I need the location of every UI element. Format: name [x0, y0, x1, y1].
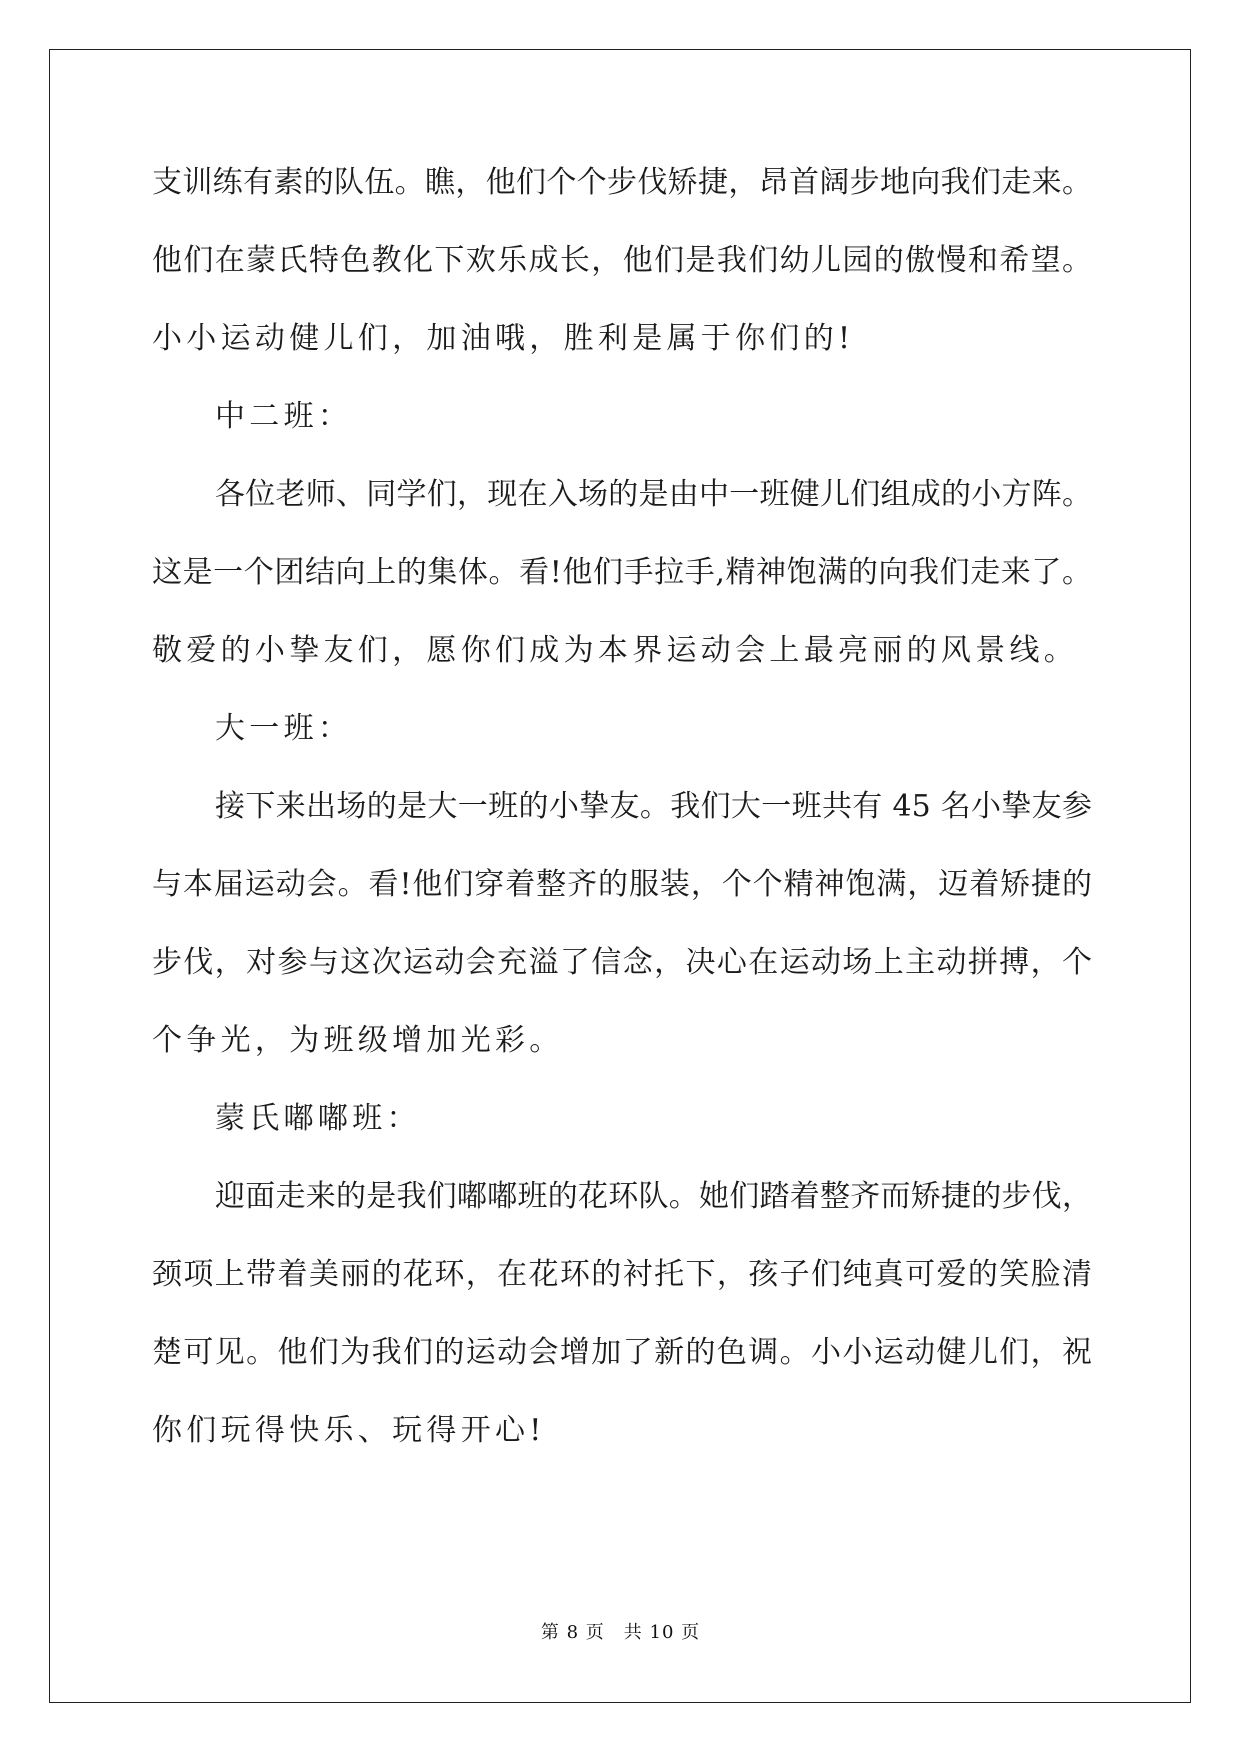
- text-line: 敬爱的小挚友们，愿你们成为本界运动会上最亮丽的风景线。: [152, 633, 1079, 668]
- text-line: 各位老师、同学们，现在入场的是由中一班健儿们组成的小方阵。: [215, 477, 1092, 512]
- text-line: 小小运动健儿们，加油哦，胜利是属于你们的!: [152, 321, 855, 356]
- page-number: 第 8 页 共 10 页: [540, 1622, 701, 1643]
- text-line: 个争光，为班级增加光彩。: [152, 1023, 564, 1058]
- text-line: 这是一个团结向上的集体。看!他们手拉手,精神饱满的向我们走来了。: [152, 555, 1092, 590]
- text-line: 颈项上带着美丽的花环，在花环的衬托下，孩子们纯真可爱的笑脸清: [152, 1257, 1092, 1292]
- text-line: 与本届运动会。看!他们穿着整齐的服装，个个精神饱满，迈着矫捷的: [152, 867, 1092, 902]
- text-line: 迎面走来的是我们嘟嘟班的花环队。她们踏着整齐而矫捷的步伐，: [215, 1179, 1092, 1214]
- document-body: [152, 163, 1092, 1489]
- text-line: 他们在蒙氏特色教化下欢乐成长，他们是我们幼儿园的傲慢和希望。: [152, 243, 1092, 278]
- text-line: 你们玩得快乐、玩得开心!: [152, 1413, 546, 1448]
- text-line: 接下来出场的是大一班的小挚友。我们大一班共有 45 名小挚友参: [215, 789, 1092, 824]
- text-line: 步伐，对参与这次运动会充溢了信念，决心在运动场上主动拼搏，个: [152, 945, 1092, 980]
- text-line: 大一班：: [215, 711, 353, 746]
- text-line: 楚可见。他们为我们的运动会增加了新的色调。小小运动健儿们，祝: [152, 1335, 1092, 1370]
- text-line: 蒙氏嘟嘟班：: [215, 1101, 421, 1136]
- text-line: 支训练有素的队伍。瞧，他们个个步伐矫捷，昂首阔步地向我们走来。: [152, 165, 1092, 200]
- text-line: 中二班：: [215, 399, 353, 434]
